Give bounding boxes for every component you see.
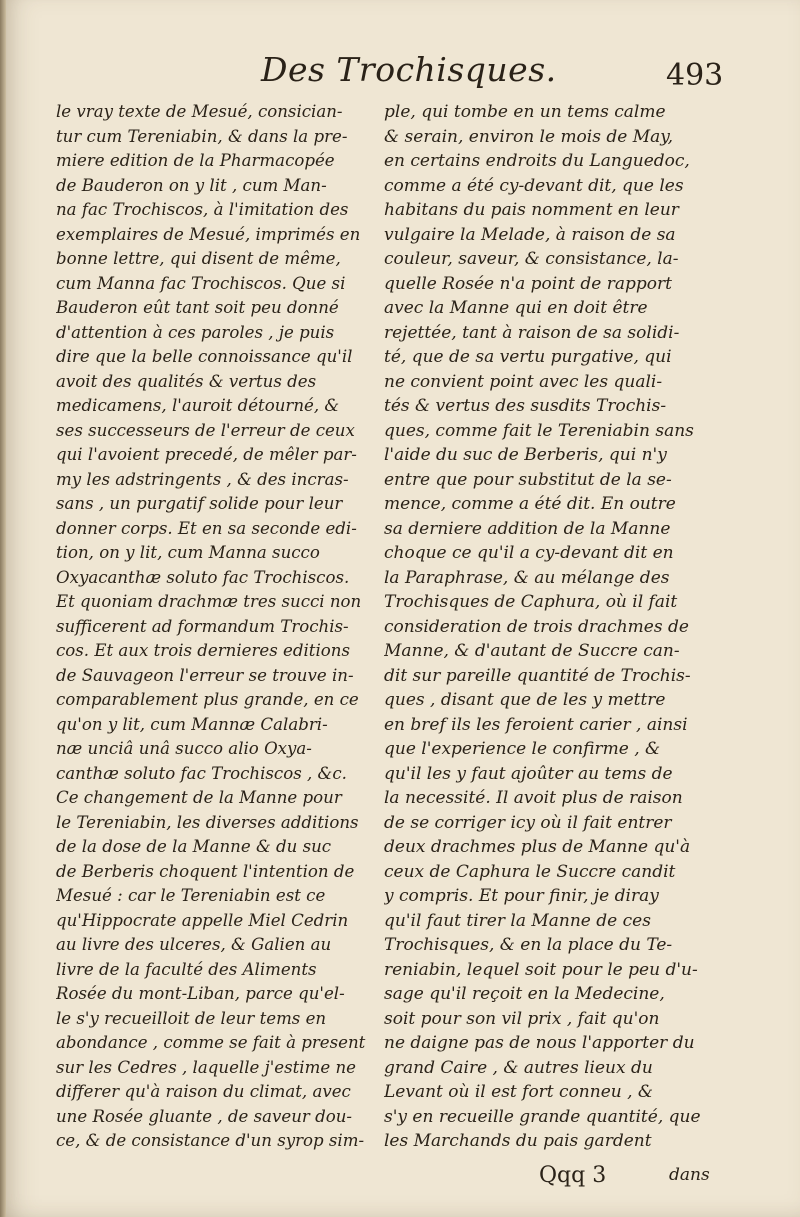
- text-line: d'attention à ces paroles , je puis: [56, 322, 335, 342]
- text-line: differer qu'à raison du climat, avec: [56, 1082, 351, 1101]
- text-line: qu'il faut tirer la Manne de ces: [384, 910, 651, 931]
- text-line: avec la Manne qui en doit être: [384, 298, 648, 318]
- catchword: dans: [669, 1165, 710, 1185]
- text-line: ple, qui tombe en un tems calme: [384, 102, 666, 122]
- text-line: Trochisques, & en la place du Te-: [384, 935, 673, 955]
- text-line: couleur, saveur, & consistance, la-: [384, 249, 679, 269]
- text-line: sufficerent ad formandum Trochis-: [56, 616, 349, 636]
- book-page: [6, 0, 800, 1217]
- text-line: ques , disant que de les y mettre: [384, 690, 666, 710]
- text-line: canthæ soluto fac Trochiscos , &c.: [56, 763, 347, 783]
- text-line: comme a été cy-devant dit, que les: [384, 175, 684, 196]
- text-line: en certains endroits du Languedoc,: [384, 151, 690, 171]
- text-line: Bauderon eût tant soit peu donné: [56, 298, 339, 317]
- text-line: sa derniere addition de la Manne: [384, 518, 671, 539]
- text-line: entre que pour substitut de la se-: [384, 469, 672, 490]
- text-line: dit sur pareille quantité de Trochis-: [384, 665, 691, 686]
- text-line: qui l'avoient precedé, de mêler par-: [56, 445, 357, 464]
- text-line: le Tereniabin, les diverses additions: [56, 812, 359, 832]
- text-line: Ce changement de la Manne pour: [56, 788, 342, 807]
- text-line: le vray texte de Mesué, consician-: [56, 102, 343, 121]
- text-line: Levant où il est fort conneu , &: [384, 1082, 654, 1102]
- text-line: de Sauvageon l'erreur se trouve in-: [56, 665, 354, 685]
- text-line: Mesué : car le Tereniabin est ce: [56, 886, 326, 905]
- text-line: qu'on y lit, cum Mannæ Calabri-: [56, 714, 328, 734]
- text-line: une Rosée gluante , de saveur dou-: [56, 1106, 353, 1126]
- text-line: qu'il les y faut ajoûter au tems de: [384, 763, 673, 784]
- text-line: reniabin, lequel soit pour le peu d'u-: [384, 959, 698, 980]
- text-line: rejettée, tant à raison de sa solidi-: [384, 322, 680, 343]
- text-line: exemplaires de Mesué, imprimés en: [56, 224, 361, 244]
- text-line: de Berberis choquent l'intention de: [56, 861, 355, 881]
- text-line: ques, comme fait le Tereniabin sans: [384, 420, 694, 441]
- text-line: habitans du pais nomment en leur: [384, 200, 679, 220]
- text-line: sage qu'il reçoit en la Medecine,: [384, 984, 665, 1004]
- text-line: qu'Hippocrate appelle Miel Cedrin: [56, 910, 349, 930]
- text-line: la necessité. Il avoit plus de raison: [384, 788, 683, 808]
- text-line: Trochisques de Caphura, où il fait: [384, 592, 678, 612]
- text-line: en bref ils les feroient carier , ainsi: [384, 714, 688, 735]
- text-line: té, que de sa vertu purgative, qui: [384, 347, 672, 367]
- text-line: s'y en recueille grande quantité, que: [384, 1106, 701, 1127]
- text-line: ne convient point avec les quali-: [384, 371, 663, 392]
- text-line: deux drachmes plus de Manne qu'à: [384, 837, 691, 857]
- text-line: grand Caire , & autres lieux du: [384, 1057, 653, 1078]
- text-line: l'aide du suc de Berberis, qui n'y: [384, 445, 667, 465]
- text-line: miere edition de la Pharmacopée: [56, 151, 335, 170]
- text-line: consideration de trois drachmes de: [384, 616, 689, 637]
- text-line: ses successeurs de l'erreur de ceux: [56, 420, 355, 440]
- text-line: na fac Trochiscos, à l'imitation des: [56, 200, 349, 219]
- left-column: [56, 100, 366, 1154]
- text-line: la Paraphrase, & au mélange des: [384, 567, 670, 588]
- text-line: comparablement plus grande, en ce: [56, 690, 359, 709]
- text-line: soit pour son vil prix , fait qu'on: [384, 1008, 660, 1029]
- signature-mark: Qqq 3: [539, 1163, 607, 1188]
- text-line: le s'y recueilloit de leur tems en: [56, 1008, 327, 1028]
- text-line: tés & vertus des susdits Trochis-: [384, 396, 667, 416]
- text-line: dire que la belle connoissance qu'il: [56, 347, 353, 366]
- text-line: de Bauderon on y lit , cum Man-: [56, 175, 327, 195]
- text-line: y compris. Et pour finir, je diray: [384, 886, 659, 906]
- right-column: [384, 100, 724, 1154]
- text-line: avoit des qualités & vertus des: [56, 371, 317, 391]
- text-line: næ unciâ unâ succo alio Oxya-: [56, 739, 312, 758]
- text-line: my les adstringents , & des incras-: [56, 469, 349, 489]
- text-line: livre de la faculté des Aliments: [56, 959, 317, 979]
- text-line: cum Manna fac Trochiscos. Que si: [56, 273, 346, 293]
- text-line: medicamens, l'auroit détourné, &: [56, 396, 340, 415]
- text-line: de se corriger icy où il fait entrer: [384, 812, 672, 833]
- text-line: Manne, & d'autant de Succre can-: [384, 641, 680, 661]
- text-line: ceux de Caphura le Succre candit: [384, 861, 676, 882]
- text-line: bonne lettre, qui disent de même,: [56, 249, 341, 268]
- text-line: tur cum Tereniabin, & dans la pre-: [56, 126, 348, 146]
- text-line: quelle Rosée n'a point de rapport: [384, 273, 672, 294]
- text-line: abondance , comme se fait à present: [56, 1033, 366, 1052]
- text-line: & serain, environ le mois de May,: [384, 126, 673, 147]
- text-line: donner corps. Et en sa seconde edi-: [56, 518, 357, 538]
- text-line: ce, & de consistance d'un syrop sim-: [56, 1131, 365, 1150]
- text-line: Rosée du mont-Liban, parce qu'el-: [56, 984, 345, 1003]
- text-line: cos. Et aux trois dernieres editions: [56, 641, 350, 660]
- text-line: Oxyacanthæ soluto fac Trochiscos.: [56, 567, 350, 587]
- text-line: de la dose de la Manne & du suc: [56, 837, 332, 856]
- text-line: au livre des ulceres, & Galien au: [56, 935, 332, 954]
- page-number: 493: [666, 58, 724, 93]
- text-line: vulgaire la Melade, à raison de sa: [384, 224, 676, 245]
- text-line: sur les Cedres , laquelle j'estime ne: [56, 1057, 356, 1077]
- text-line: Et quoniam drachmæ tres succi non: [56, 592, 362, 611]
- text-line: choque ce qu'il a cy-devant dit en: [384, 543, 674, 563]
- text-line: que l'experience le confirme , &: [384, 739, 661, 759]
- running-title: Des Trochisques.: [261, 50, 557, 89]
- text-line: ne daigne pas de nous l'apporter du: [384, 1033, 695, 1053]
- text-line: mence, comme a été dit. En outre: [384, 494, 676, 514]
- text-line: les Marchands du pais gardent: [384, 1131, 652, 1151]
- text-line: tion, on y lit, cum Manna succo: [56, 543, 320, 562]
- text-line: sans , un purgatif solide pour leur: [56, 494, 343, 513]
